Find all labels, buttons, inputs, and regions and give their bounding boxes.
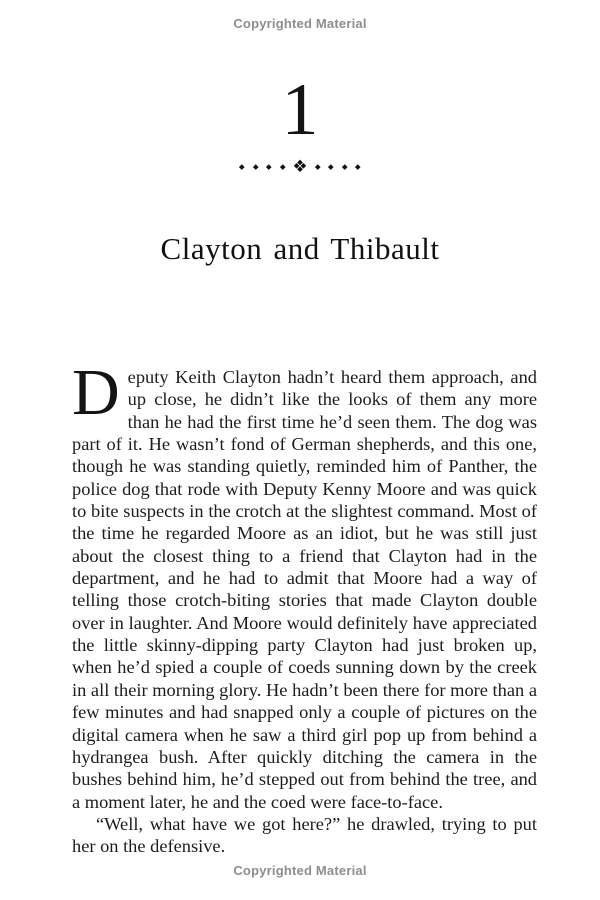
ornament-dot-icon xyxy=(328,165,333,170)
copyright-notice-top: Copyrighted Material xyxy=(233,16,367,31)
drop-cap: D xyxy=(72,356,120,429)
ornament-dot-icon xyxy=(355,165,360,170)
ornament-diamond-icon: ❖ xyxy=(292,156,308,177)
ornament-dot-icon xyxy=(280,165,285,170)
chapter-ornament xyxy=(0,158,600,176)
ornament-dot-icon xyxy=(240,165,245,170)
body-text-block xyxy=(72,356,537,858)
paragraph-text: eputy Keith Clayton hadn’t heard them approach, and up close, he didn’t like the looks of them any more than he had the first time he’d seen them. The dog was part of it. He wasn’t fond of German shepherds, and this one, though he was standing quietly, reminded him of Panther, the police dog that rode with Deputy Kenny Moore and was quick to bite suspects in the crotch at the slightest command. Most of the time he regarded Moore as an idiot, but he was still just about the closest thing to a friend that Clayton had in the department, and he had to admit that Moore had a way of telling those crotch-biting stories that made Clayton double over in laughter. And Moore would definitely have appreciated the little skinny-dipping party Clayton had just broken up, when he’d spied a couple of coeds sunning down by the creek in all their morning glory. He hadn’t been there for more than a few minutes and had snapped only a couple of pictures on the digital camera when he saw a third girl pop up from behind a hydrangea bush. After quickly ditching the camera in the bushes behind him, he’d stepped out from behind the tree, and a moment later, he and the coed were face-to-face. xyxy=(72,367,537,812)
ornament-dot-icon xyxy=(253,165,258,170)
paragraph-dialogue: “Well, what have we got here?” he drawled, trying to put her on the defensive. xyxy=(72,813,537,857)
ornament-dot-icon xyxy=(267,165,272,170)
chapter-title: Clayton and Thibault xyxy=(160,231,440,266)
chapter-number: 1 xyxy=(281,69,319,151)
copyright-notice-bottom: Copyrighted Material xyxy=(233,863,367,878)
ornament-dot-icon xyxy=(342,165,347,170)
paragraph-first xyxy=(72,356,537,813)
ornament-dot-icon xyxy=(315,165,320,170)
